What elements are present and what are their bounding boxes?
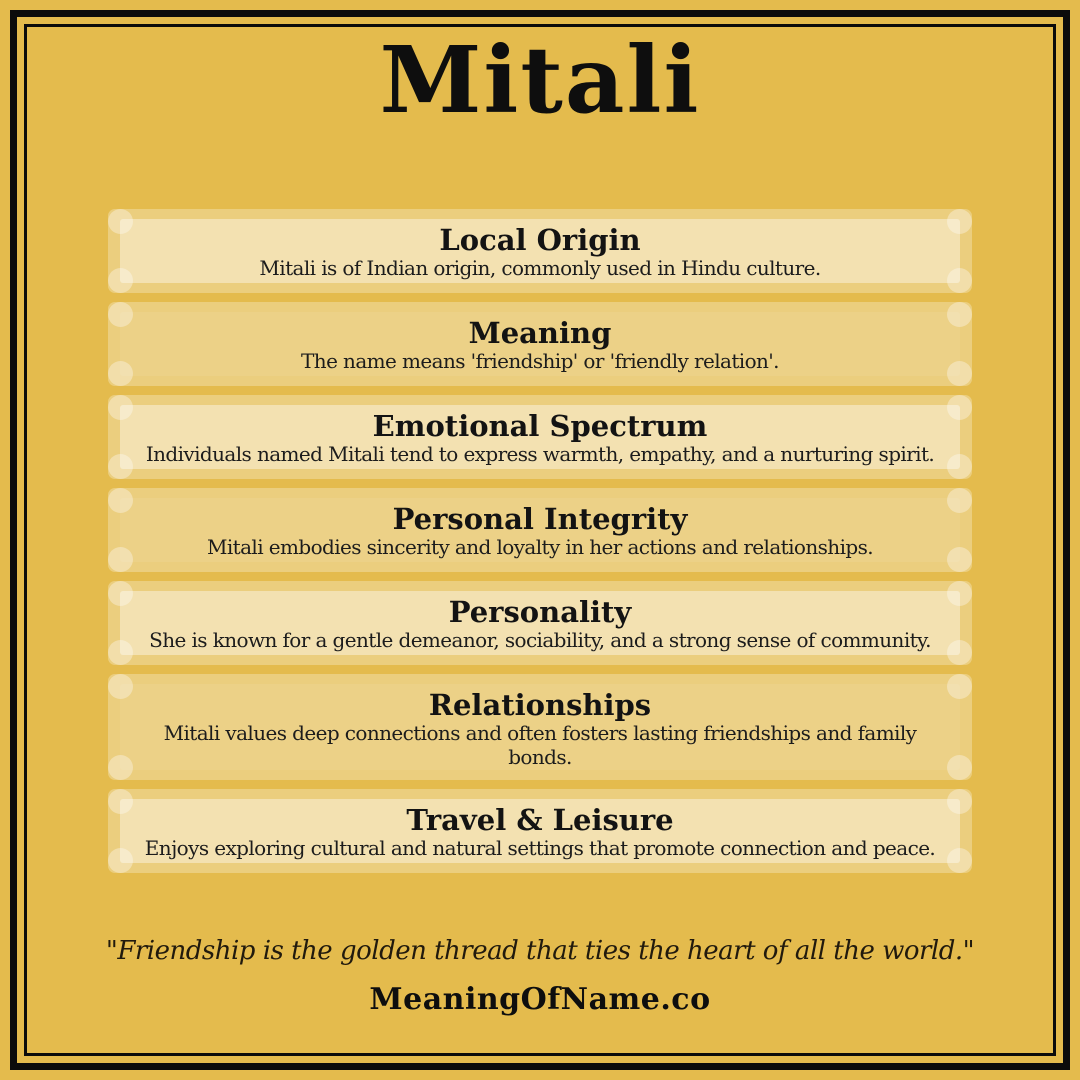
corner-rivet-icon (108, 488, 133, 513)
corner-rivet-icon (108, 395, 133, 420)
card-heading: Personality (448, 595, 632, 629)
corner-rivet-icon (947, 454, 972, 479)
corner-rivet-icon (947, 209, 972, 234)
corner-rivet-icon (947, 395, 972, 420)
corner-rivet-icon (108, 209, 133, 234)
info-card-personality (108, 581, 972, 665)
corner-rivet-icon (108, 848, 133, 873)
card-panel (120, 312, 960, 376)
corner-rivet-icon (108, 302, 133, 327)
info-card-local-origin (108, 209, 972, 293)
corner-rivet-icon (947, 302, 972, 327)
name-title: Mitali (379, 26, 701, 134)
corner-rivet-icon (947, 268, 972, 293)
friendship-quote: "Friendship is the golden thread that ties the heart of all the world." (105, 936, 975, 966)
corner-rivet-icon (947, 848, 972, 873)
corner-rivet-icon (947, 755, 972, 780)
card-heading: Personal Integrity (392, 502, 688, 536)
brand-wordmark: MeaningOfName.co (369, 982, 711, 1017)
info-card-list (108, 209, 972, 873)
card-heading: Relationships (428, 688, 652, 722)
info-card-relationships (108, 674, 972, 780)
card-body: The name means 'friendship' or 'friendly relation'. (301, 349, 779, 374)
corner-rivet-icon (947, 361, 972, 386)
corner-rivet-icon (947, 789, 972, 814)
corner-rivet-icon (947, 640, 972, 665)
card-body: Mitali values deep connections and often fosters lasting friendships and family bonds. (163, 721, 917, 770)
corner-rivet-icon (947, 674, 972, 699)
card-panel (120, 591, 960, 655)
card-heading: Emotional Spectrum (372, 409, 708, 443)
info-card-personal-integrity (108, 488, 972, 572)
corner-rivet-icon (108, 268, 133, 293)
card-heading: Travel & Leisure (406, 803, 674, 837)
card-body: She is known for a gentle demeanor, sociability, and a strong sense of community. (149, 628, 931, 653)
card-panel (120, 405, 960, 469)
card-body: Mitali is of Indian origin, commonly used in Hindu culture. (259, 256, 821, 281)
corner-rivet-icon (108, 755, 133, 780)
corner-rivet-icon (108, 581, 133, 606)
corner-rivet-icon (108, 789, 133, 814)
card-body: Enjoys exploring cultural and natural settings that promote connection and peace. (144, 836, 936, 861)
corner-rivet-icon (108, 361, 133, 386)
card-panel (120, 219, 960, 283)
card-panel (120, 799, 960, 863)
corner-rivet-icon (108, 547, 133, 572)
corner-rivet-icon (947, 581, 972, 606)
info-card-emotional-spectrum (108, 395, 972, 479)
corner-rivet-icon (947, 547, 972, 572)
card-panel (120, 498, 960, 562)
card-panel (120, 684, 960, 770)
card-body: Mitali embodies sincerity and loyalty in her actions and relationships. (206, 535, 873, 560)
card-heading: Local Origin (439, 223, 641, 257)
info-card-meaning (108, 302, 972, 386)
corner-rivet-icon (108, 454, 133, 479)
info-card-travel-leisure (108, 789, 972, 873)
card-heading: Meaning (468, 316, 612, 350)
card-body: Individuals named Mitali tend to express warmth, empathy, and a nurturing spirit. (145, 442, 935, 467)
corner-rivet-icon (108, 674, 133, 699)
corner-rivet-icon (108, 640, 133, 665)
corner-rivet-icon (947, 488, 972, 513)
